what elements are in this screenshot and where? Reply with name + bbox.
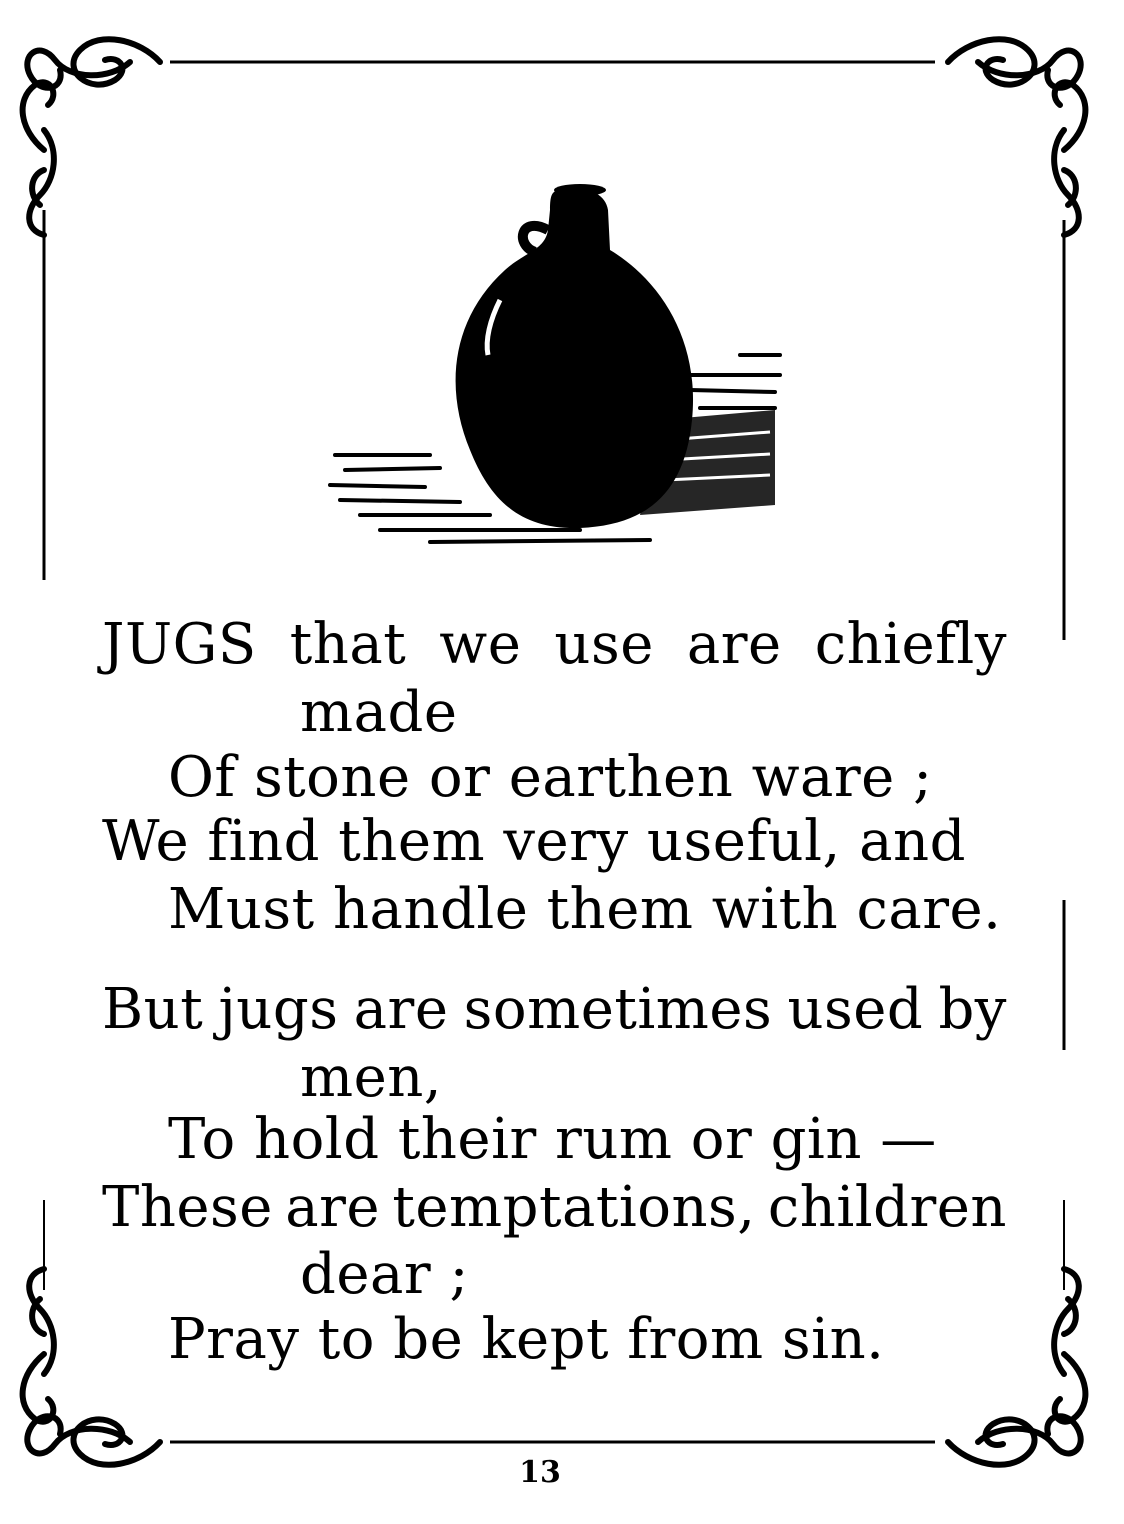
poem-line-s1-l1	[102, 612, 1007, 677]
word: by	[938, 977, 1007, 1042]
poem-line-s1-l2: made	[300, 680, 458, 745]
poem-line-s1-l5: Must handle them with care.	[168, 877, 1002, 942]
word: are	[353, 977, 449, 1042]
word: children	[767, 1175, 1007, 1240]
poem-line-s2-l3: To hold their rum or gin —	[168, 1107, 937, 1172]
poem-line-s2-l2: men,	[300, 1045, 443, 1110]
word: sometimes	[463, 977, 773, 1042]
word: chiefly	[814, 612, 1007, 677]
poem-line-s1-l4: We find them very useful, and	[102, 809, 966, 874]
word: used	[787, 977, 924, 1042]
word: that	[289, 612, 407, 677]
word: temptations,	[392, 1175, 756, 1240]
word: But	[102, 977, 204, 1042]
word: These	[102, 1175, 273, 1240]
word: are	[285, 1175, 381, 1240]
word: JUGS	[102, 612, 257, 677]
page-number: 13	[519, 1455, 561, 1490]
poem-line-s2-l6: Pray to be kept from sin.	[168, 1307, 885, 1372]
word: are	[686, 612, 782, 677]
poem-line-s2-l5: dear ;	[300, 1242, 469, 1307]
poem-line-s2-l1	[102, 977, 1007, 1042]
poem-line-s1-l3: Of stone or earthen ware ;	[168, 745, 933, 810]
word: we	[439, 612, 522, 677]
poem-line-s2-l4	[102, 1175, 1007, 1240]
word: jugs	[218, 977, 339, 1042]
word: use	[554, 612, 654, 677]
